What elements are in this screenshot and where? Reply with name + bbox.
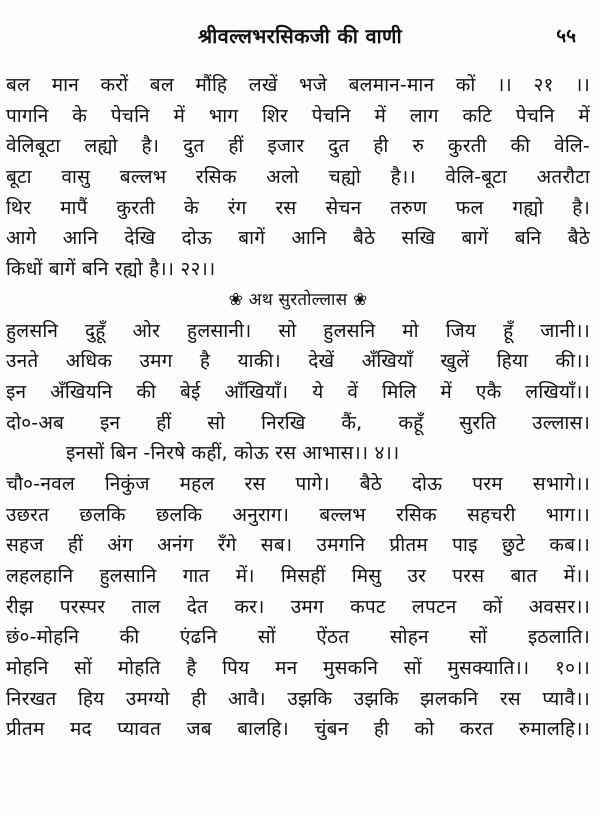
text-line-20: मोहनि सों मोहति है पिय मन मुसकनि सों मुसक्याति।। १०।। bbox=[6, 657, 590, 680]
text-line-17: लहलहानि हुलसानि गात में। मिसहीं मिसु उर परस बात में।। bbox=[6, 565, 590, 587]
text-line-7: किधों बागें बनि रह्यो है।। २२।। bbox=[6, 258, 216, 281]
running-title: श्रीवल्लभरसिकजी की वाणी bbox=[198, 24, 402, 48]
text-line-21: निरखत हिय उमग्यो ही आवै। उझकि उझकि झलकनि रस प्यावै।। bbox=[6, 687, 590, 710]
text-line-3: वेलिबूटा लह्यो है। दुत हीं इजार दुत ही रु कुरती की वेलि- bbox=[6, 135, 590, 158]
text-line-1: बल मान करों बल मौंहि लखें भजे बलमान-मान कों ।। २१ ।। bbox=[6, 74, 590, 96]
page-number: ५५ bbox=[556, 25, 576, 47]
text-line-18: रीझ परस्पर ताल देत कर। उमग कपट लपटन कों अवसर।। bbox=[6, 595, 590, 618]
section-heading: ❀ अथ सुरतोल्लास ❀ bbox=[228, 289, 368, 310]
page-body bbox=[6, 70, 590, 745]
page-header bbox=[0, 20, 600, 54]
text-line-10: उनते अधिक उमग है याकी। देखें अँखियाँ खुलें हिया की।। bbox=[6, 350, 590, 373]
text-line-5: थिर मापैं कुरती के रंग रस सेचन तरुण फल गह्यो है। bbox=[6, 196, 590, 219]
text-line-2: पागनि के पेचनि में भाग शिर पेचनि में लाग कटि पेचनि में bbox=[6, 104, 590, 127]
text-line-12: दो०-अब इन हीं सो निरखि कैं, कहूँ सुरति उल्लास। bbox=[6, 411, 590, 434]
text-line-13: इनसों बिन -निरषे कहीं, कोऊ रस आभास।। ४।। bbox=[66, 442, 400, 465]
text-line-19: छं०-मोहनि की एंढनि सों ऐंठत सोहन सों इठलाति। bbox=[6, 626, 590, 649]
text-line-22: प्रीतम मद प्यावत जब बालहि। चुंबन ही को करत रुमालहि।। bbox=[6, 718, 590, 741]
text-line-4: बूटा वासु बल्लभ रसिक अलो चह्यो है।। वेलि-बूटा अतरौटा bbox=[6, 166, 590, 189]
text-line-15: उछरत छलकि छलकि अनुराग। बल्लभ रसिक सहचरी भाग।। bbox=[6, 503, 590, 526]
text-line-9: हुलसनि दुहूँ ओर हुलसानी। सो हुलसनि मो जिय हूँ जानी।। bbox=[6, 319, 590, 342]
text-line-16: सहज हीं अंग अनंग रँगे सब। उमगनि प्रीतम पाइ छुटे कब।। bbox=[6, 534, 590, 557]
text-line-14: चौ०-नवल निकुंज महल रस पागे। बैठे दोऊ परम सभागे।। bbox=[6, 472, 590, 495]
text-line-11: इन अँखियनि की बेई आँखियाँ। ये वें मिलि में एकै लखियाँ।। bbox=[6, 380, 590, 403]
text-line-6: आगे आनि देखि दोऊ बागें आनि बैठे सखि बागें बनि बैठे bbox=[6, 227, 590, 250]
